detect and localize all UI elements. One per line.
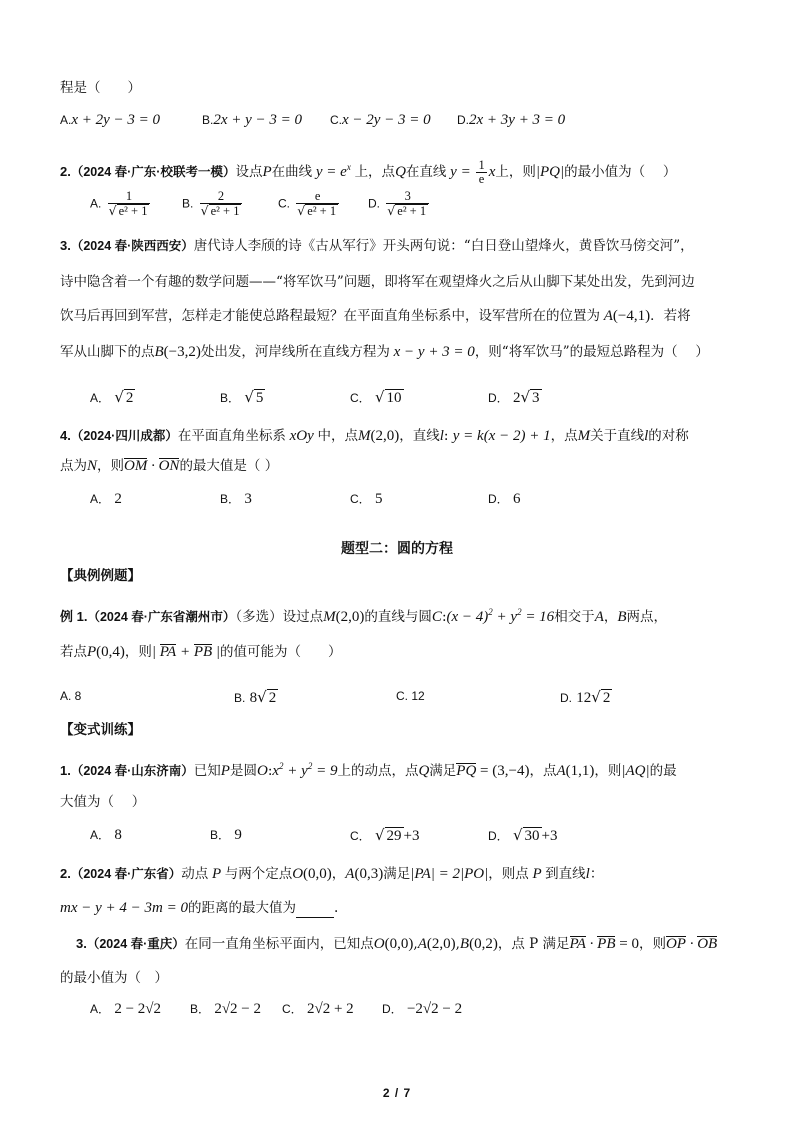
option-a: A.x + 2y − 3 = 0 (60, 112, 161, 128)
q4-options (60, 490, 750, 512)
question-3-line-3: 饮马后再回到军营，怎样走才能使总路程最短？在平面直角坐标系中，设军营所在的位置为 A(−4,1)．若将 (60, 308, 691, 324)
option-d: D． 6 (488, 491, 521, 507)
q2-options (60, 190, 750, 226)
page-number: 2 / 7 (382, 1086, 412, 1100)
answer-blank[interactable] (296, 903, 334, 918)
option-a: A． √ 2 (90, 388, 134, 406)
practice-3-options (60, 1000, 750, 1022)
practice-2-line-2: mx − y + 4 − 3m = 0的距离的最大值为 . (60, 900, 339, 916)
question-stem-tail: 程是（ ） (60, 80, 141, 96)
option-c: C. $\frac{e}{\text{√ e² + 1}}$ (278, 190, 341, 218)
q0-options (60, 112, 750, 134)
option-c: C． √ 29 +3 (350, 826, 420, 844)
practice-1-options (60, 826, 750, 848)
practice-3-line-1: 3.（2024 春·重庆）在同一直角坐标平面内，已知点O(0,0),A(2,0),B(0,2)，点 P 满足PA · PB = 0，则OP · OB (76, 936, 718, 952)
practice-2-line-1: 2.（2024 春·广东省）动点 P 与两个定点O(0,0)，A(0,3)满足|PA| = 2|PO|，则点 P 到直线l： (60, 866, 604, 882)
option-d: D. $\frac{3}{\text{√ e² + 1}}$ (368, 190, 431, 218)
practice-3-line-2: 的最小值为（ ） (60, 970, 168, 986)
option-a: A． 2 (90, 491, 122, 507)
option-c: C. 12 (396, 689, 425, 703)
question-2: 2.（2024 春·广东·校联考一模）设点P在曲线 $y = e^x$ 上，点Q在直线 y = $\frac{1}{e}$ x上，则|PQ|的最小值为（ ） (60, 158, 677, 186)
option-b: B． √ 5 (220, 388, 264, 406)
option-d: D.2x + 3y + 3 = 0 (457, 112, 566, 128)
option-d: D． √ 30 +3 (488, 826, 558, 844)
question-3-line-2: 诗中隐含着一个有趣的数学问题——“将军饮马”问题，即将军在观望烽火之后从山脚下某处出发，先到河边 (60, 274, 695, 290)
practice-1-line-1: 1.（2024 春·山东济南）已知P是圆$O:x^2 + y^2 = 9$上的动点，点Q满足PQ = (3,−4)，点A(1,1)，则|AQ|的最 (60, 761, 677, 779)
option-b: B. 8√ 2 (234, 688, 277, 706)
question-4-line-2: 点为N，则OM · ON的最大值是（ ） (60, 458, 279, 474)
option-c: C.x − 2y − 3 = 0 (330, 112, 431, 128)
option-a: A． 2 − 2√2 (90, 1001, 162, 1017)
option-b: B. $\frac{2}{\text{√ e² + 1}}$ (182, 190, 244, 218)
question-3-line-4: 军从山脚下的点B(−3,2)处出发，河岸线所在直线方程为 x − y + 3 = 0，则“将军饮马”的最短总路程为（ ） (60, 344, 709, 360)
practice-tag: 【变式训练】 (60, 722, 141, 738)
practice-1-line-2: 大值为（ ） (60, 794, 146, 810)
option-d: D． −2√2 − 2 (382, 1001, 463, 1017)
question-3-line-1: 3.（2024 春·陕西西安）唐代诗人李颀的诗《古从军行》开头两句说：“白日登山望烽火，黄昏饮马傍交河”， (60, 238, 694, 254)
option-a: A. $\frac{1}{\text{√ e² + 1}}$ (90, 190, 152, 218)
question-4-line-1: 4.（2024·四川成都）在平面直角坐标系 xOy 中，点M(2,0)，直线l: y = k(x − 2) + 1，点M关于直线l的对称 (60, 428, 689, 444)
option-b: B． 2√2 − 2 (190, 1001, 262, 1017)
option-a: A． 8 (90, 827, 122, 843)
example-1-line-1: 例 1.（2024 春·广东省潮州市）（多选）设过点M(2,0)的直线与圆C:(x − $4)^2 + y^2 = 16$相交于A，B两点， (60, 607, 668, 625)
option-b: B． 9 (210, 827, 242, 843)
option-c: C． √ 10 (350, 388, 402, 406)
section-title: 题型二：圆的方程 (341, 541, 453, 557)
option-a: A. 8 (60, 689, 82, 703)
option-b: B． 3 (220, 491, 252, 507)
example-1-line-2: 若点P(0,4)，则| PA + PB |的值可能为（ ） (60, 644, 342, 660)
option-c: C． 5 (350, 491, 383, 507)
option-d: D． 2√ 3 (488, 388, 540, 406)
example-tag: 【典例例题】 (60, 568, 141, 584)
option-b: B.2x + y − 3 = 0 (202, 112, 303, 128)
option-d: D. 12√ 2 (560, 688, 611, 706)
q3-options (60, 388, 750, 410)
option-c: C． 2√2 + 2 (282, 1001, 354, 1017)
example-1-options (60, 688, 750, 710)
